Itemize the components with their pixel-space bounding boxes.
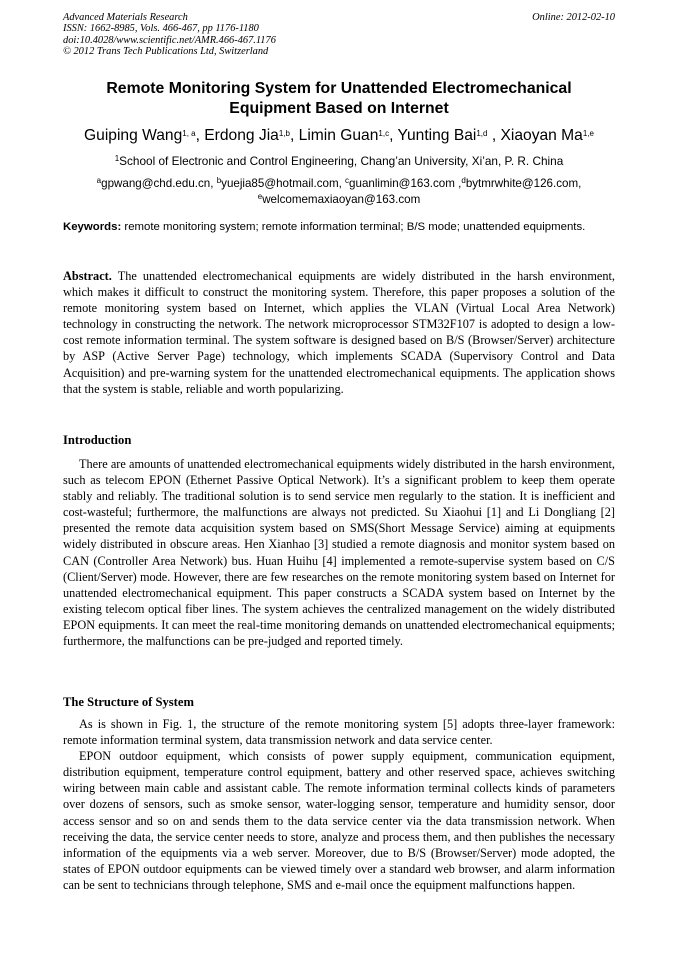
author-name: Guiping Wang [84, 127, 183, 144]
structure-body [63, 716, 615, 893]
author-emails [63, 176, 615, 208]
author-name: Xiaoyan Ma [500, 127, 583, 144]
author-list [40, 126, 638, 148]
section-heading: The Structure of System [63, 695, 194, 709]
journal-header [63, 12, 615, 57]
introduction-body [63, 456, 615, 649]
author-superscript: 1,d [476, 128, 488, 138]
email-link[interactable]: bytmrwhite@126.com, [465, 177, 582, 190]
abstract-text: The unattended electromechanical equipments are widely distributed in the harsh environment, which makes it difficult to construct the monitoring system. Therefore, this paper proposes a solution of the remote monitoring system based on Internet, which applies the VLAN (Virtual Local Area Network) technology in constructing the network. The network microprocessor STM32F107 is adopted to design a low-cost remote information terminal. The system software is designed based on B/S (Browser/Server) architecture by ASP (Active Server Page) technology, which implements SCADA (Supervisory Control and Data Acquisition) and pre-warning system for the unattended electromechanical equipments. The application shows that the system is stable, reliable and worth popularizing. [63, 269, 615, 396]
title-line-1: Remote Monitoring System for Unattended Electromechanical [106, 80, 572, 97]
email-link[interactable]: gpwang@chd.edu.cn, [101, 177, 217, 190]
author-separator: , [289, 127, 299, 144]
affiliation-superscript: 1 [114, 153, 120, 163]
journal-name: Advanced Materials Research [63, 12, 188, 23]
author-name: Erdong Jia [204, 127, 279, 144]
email-superscript: e [257, 191, 263, 201]
affiliation [63, 153, 615, 171]
author-separator: , [389, 127, 398, 144]
keywords [63, 220, 615, 236]
email-superscript: c [345, 175, 350, 185]
email-superscript: b [216, 175, 222, 185]
paragraph: There are amounts of unattended electromechanical equipments widely distributed in the harsh environment, such as telecom EPON (Ethernet Passive Optical Network). It’s a significant problem to keep them operate stably and reliably. The traditional solution is to send service men regularly to the station. It is inefficient and cost-wasteful; furthermore, the malfunctions are always not predicted. Su Xiaohui [1] and Li Dongliang [2] presented the remote data acquisition system based on SMS(Short Message Service) aiming at equipments widely distributed in obscure areas. Hen Xianhao [3] studied a remote diagnosis and monitor system based on CAN (Controller Area Network) bus. Huan Huihu [4] implemented a remote-supervise system based on C/S (Client/Server) mode. However, there are few researches on the remote monitoring system based on Internet for unattended electromechanical equipment. This paper constructs a SCADA system based on Internet by the existing telecom optical fiber lines. The system achieves the centralized management on the widely distributed EPON equipments. It can meet the real-time monitoring demands on unattended electromechanical equipments; furthermore, the malfunctions can be pre-judged and reported timely. [63, 457, 615, 649]
issn-line: ISSN: 1662-8985, Vols. 466-467, pp 1176-1180 [63, 23, 259, 35]
paragraph: EPON outdoor equipment, which consists of power supply equipment, communication equipment, distribution equipment, temperature control equipment, battery and other reserved space, achieves switching wiring between main cable and assistant cable. The remote information terminal collects kinds of parameters over dozens of sensors, such as smoke sensor, water-logging sensor, temperature and humidity sensor, door access sensor and so on and sends them to the data service center via the data transmission network. When receiving the data, the service center needs to store, analyze and process them, and then publishes the necessary information of the equipments via a web server. Moreover, due to B/S (Browser/Server) mode adopted, the states of EPON outdoor equipments can be viewed timely over a standard web browser, and alarm information can be sent to technicians through telephone, SMS and e-mail once the equipment malfunctions happen. [63, 749, 615, 892]
author-superscript: 1,e [582, 128, 594, 138]
email-superscript: d [461, 175, 466, 185]
author-separator: , [195, 127, 205, 144]
author-superscript: 1,c [378, 128, 390, 138]
keywords-text: remote monitoring system; remote information terminal; B/S mode; unattended equipments. [124, 221, 586, 233]
copyright-line: © 2012 Trans Tech Publications Ltd, Switzerland [63, 45, 269, 57]
section-heading: Introduction [63, 433, 132, 447]
paper-title [63, 79, 615, 119]
author-superscript: 1,b [278, 128, 290, 138]
online-date: Online: 2012-02-10 [532, 12, 615, 23]
email-link[interactable]: yuejia85@hotmail.com, [221, 177, 346, 190]
author-superscript: 1, a [182, 128, 196, 138]
author-name: Limin Guan [298, 127, 379, 144]
doi-line: doi:10.4028/www.scientific.net/AMR.466-467.1176 [63, 34, 276, 46]
paragraph: As is shown in Fig. 1, the structure of the remote monitoring system [5] adopts three-layer framework: remote information terminal system, data transmission network and data service center. [63, 717, 615, 748]
email-superscript: a [96, 175, 102, 185]
email-link[interactable]: welcomemaxiaoyan@163.com [262, 193, 421, 206]
author-separator: , [487, 127, 501, 144]
author-name: Yunting Bai [397, 127, 477, 144]
abstract [63, 268, 615, 397]
email-link[interactable]: guanlimin@163.com , [349, 177, 462, 190]
affiliation-text: School of Electronic and Control Engineering, Chang’an University, Xi’an, P. R. China [119, 154, 564, 168]
abstract-label: Abstract. [63, 269, 112, 283]
keywords-label: Keywords: [63, 221, 122, 233]
title-line-2: Equipment Based on Internet [229, 100, 449, 117]
